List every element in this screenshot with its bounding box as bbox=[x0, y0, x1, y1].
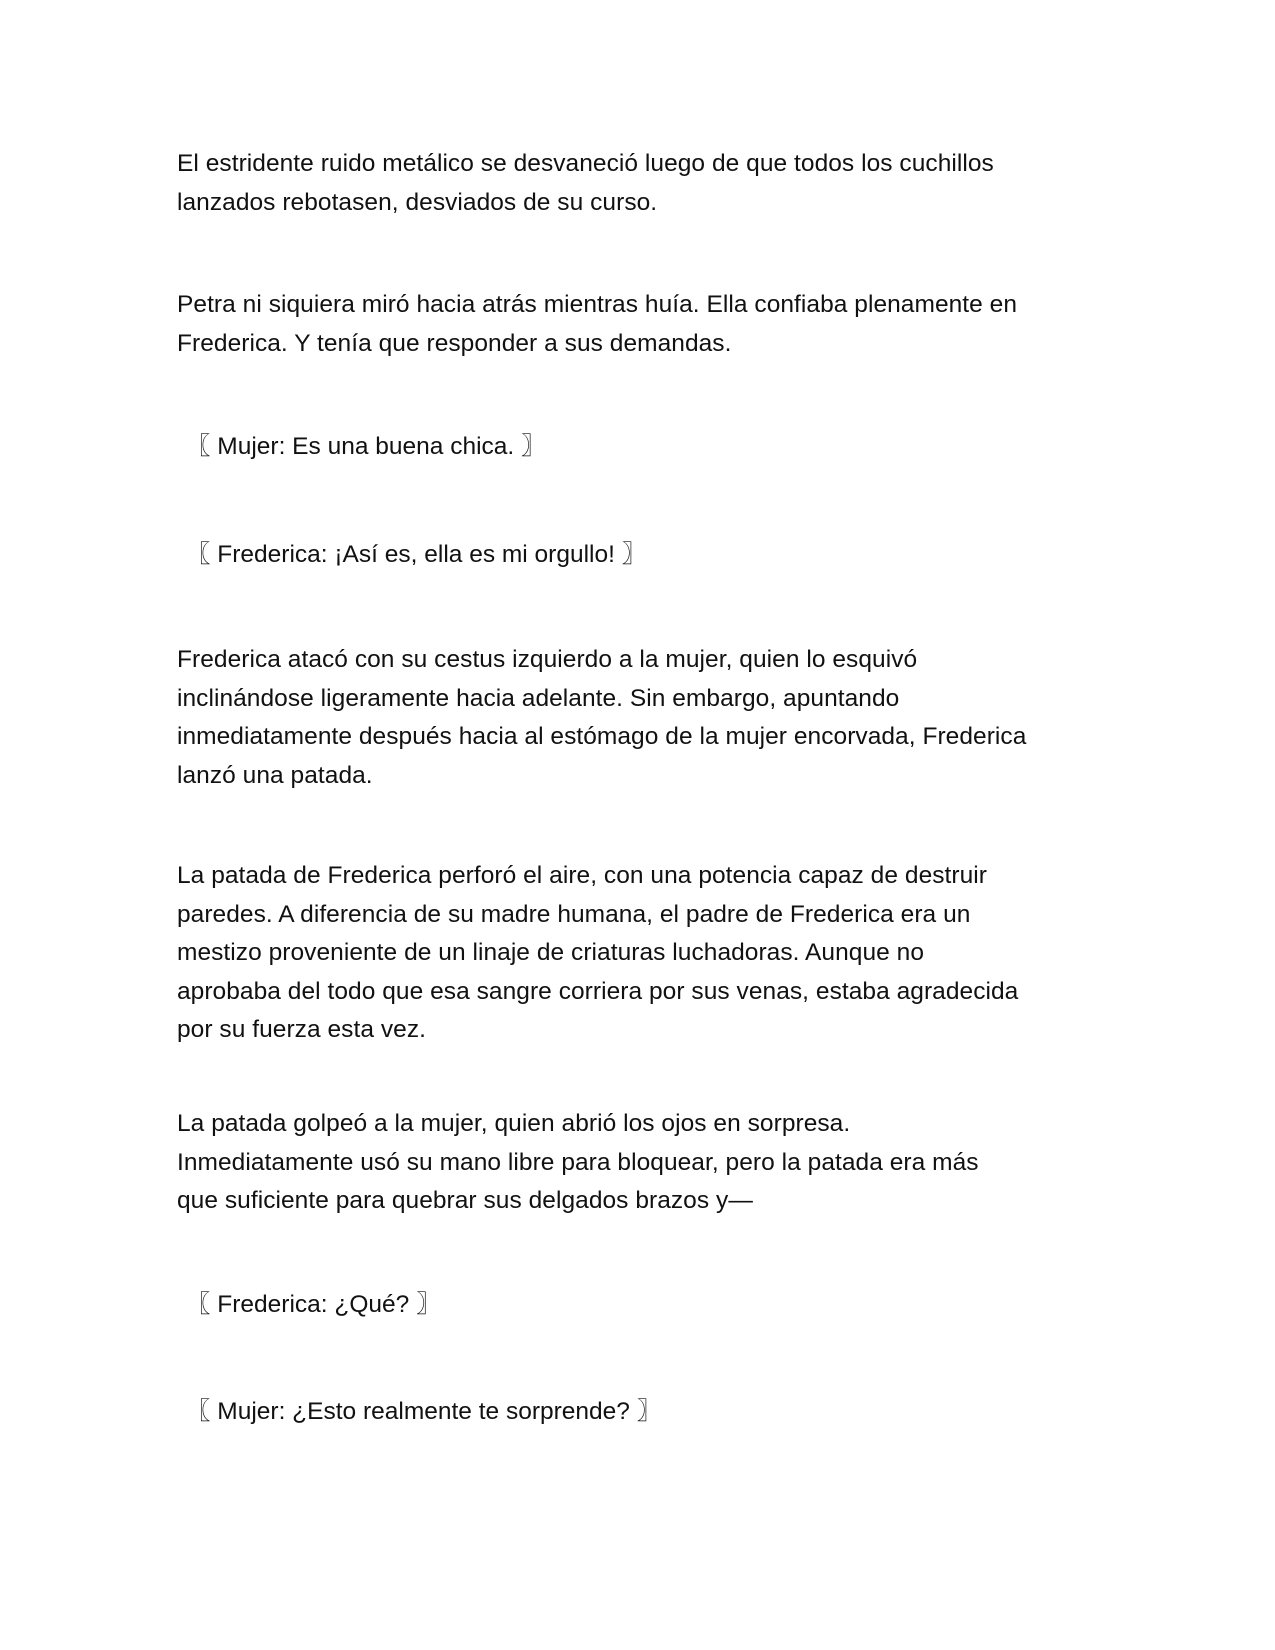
paragraph-line: inmediatamente después hacia al estómago de la mujer encorvada, Frederica bbox=[177, 723, 1027, 750]
paragraph-line: Frederica. Y tenía que responder a sus demandas. bbox=[177, 329, 732, 357]
paragraph-line: aprobaba del todo que esa sangre corriera por sus venas, estaba agradecida bbox=[177, 977, 1019, 1005]
paragraph-line: La patada golpeó a la mujer, quien abrió los ojos en sorpresa. bbox=[177, 1110, 851, 1137]
dialogue-line-1: 〖 Mujer: Es una buena chica. 〗 bbox=[186, 433, 546, 460]
paragraph-line: paredes. A diferencia de su madre humana, el padre de Frederica era un bbox=[177, 900, 971, 928]
paragraph-line: Frederica atacó con su cestus izquierdo a la mujer, quien lo esquivó bbox=[177, 646, 918, 673]
paragraph-line: por su fuerza esta vez. bbox=[177, 1016, 426, 1043]
paragraph-3 bbox=[177, 641, 1107, 795]
paragraph-line: inclinándose ligeramente hacia adelante. Sin embargo, apuntando bbox=[177, 684, 900, 712]
paragraph-line: lanzó una patada. bbox=[177, 761, 373, 789]
paragraph-line: que suficiente para quebrar sus delgados brazos y— bbox=[177, 1187, 753, 1214]
paragraph-line: lanzados rebotasen, desviados de su curso. bbox=[177, 188, 658, 216]
paragraph-line: Petra ni siquiera miró hacia atrás mientras huía. Ella confiaba plenamente en bbox=[177, 291, 1018, 318]
dialogue-line-2: 〖 Frederica: ¡Así es, ella es mi orgullo! 〗 bbox=[186, 541, 647, 568]
paragraph-line: La patada de Frederica perforó el aire, con una potencia capaz de destruir bbox=[177, 862, 987, 889]
dialogue-line-3: 〖 Frederica: ¿Qué? 〗 bbox=[186, 1291, 441, 1318]
paragraph-1 bbox=[177, 145, 1107, 222]
dialogue-line-4: 〖 Mujer: ¿Esto realmente te sorprende? 〗 bbox=[186, 1398, 662, 1425]
paragraph-line: El estridente ruido metálico se desvaneció luego de que todos los cuchillos bbox=[177, 150, 994, 177]
paragraph-4 bbox=[177, 857, 1107, 1050]
paragraph-line: mestizo proveniente de un linaje de criaturas luchadoras. Aunque no bbox=[177, 939, 924, 966]
paragraph-5 bbox=[177, 1105, 1107, 1221]
paragraph-2 bbox=[177, 286, 1107, 363]
paragraph-line: Inmediatamente usó su mano libre para bloquear, pero la patada era más bbox=[177, 1148, 979, 1176]
